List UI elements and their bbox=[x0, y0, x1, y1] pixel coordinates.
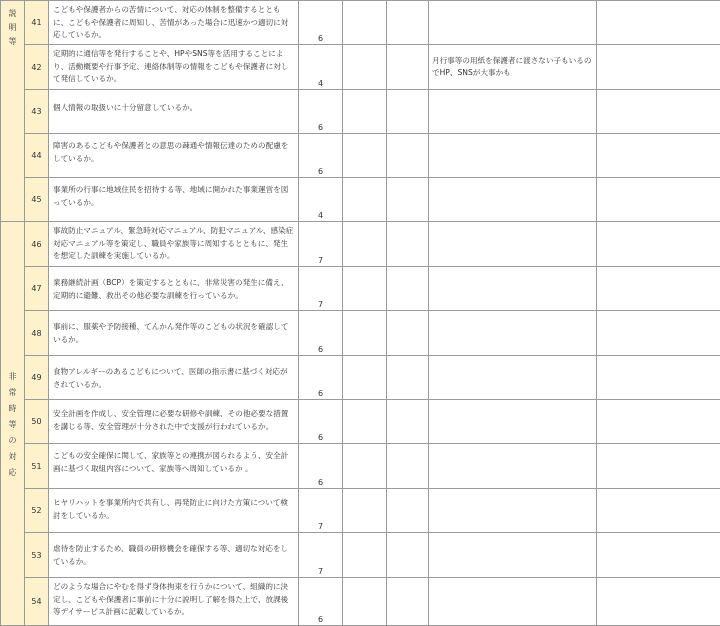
empty-cell[interactable] bbox=[597, 578, 720, 626]
empty-cell[interactable] bbox=[387, 134, 429, 178]
item-number: 42 bbox=[25, 45, 49, 90]
item-text: 虐待を防止するため、職員の研修機会を確保する等、適切な対応をしているか。 bbox=[49, 533, 299, 578]
empty-cell[interactable] bbox=[343, 222, 387, 267]
empty-cell[interactable] bbox=[343, 356, 387, 400]
empty-cell[interactable] bbox=[343, 578, 387, 626]
item-number: 46 bbox=[25, 222, 49, 267]
item-number: 54 bbox=[25, 578, 49, 626]
empty-cell[interactable] bbox=[387, 356, 429, 400]
item-note[interactable] bbox=[429, 356, 597, 400]
item-value[interactable]: 6 bbox=[299, 400, 343, 444]
table-row bbox=[1, 400, 720, 444]
item-number: 50 bbox=[25, 400, 49, 444]
item-value[interactable]: 7 bbox=[299, 489, 343, 533]
item-value[interactable]: 7 bbox=[299, 533, 343, 578]
empty-cell[interactable] bbox=[597, 533, 720, 578]
item-text: 安全計画を作成し、安全管理に必要な研修や訓練、その他必要な措置を講じる等、安全管理が十分された中で支援が行われているか。 bbox=[49, 400, 299, 444]
item-text: 事業所の行事に地域住民を招待する等、地域に開かれた事業運営を図っているか。 bbox=[49, 178, 299, 222]
item-value[interactable]: 6 bbox=[299, 90, 343, 134]
empty-cell[interactable] bbox=[597, 90, 720, 134]
item-note[interactable] bbox=[429, 178, 597, 222]
item-text: こどもの安全確保に関して、家族等との連携が図られるよう、安全計画に基づく取組内容について、家族等へ周知しているか 。 bbox=[49, 444, 299, 489]
item-value[interactable]: 6 bbox=[299, 311, 343, 356]
category-cell bbox=[1, 222, 25, 626]
empty-cell[interactable] bbox=[597, 134, 720, 178]
item-note[interactable] bbox=[429, 444, 597, 489]
item-note[interactable] bbox=[429, 134, 597, 178]
item-number: 44 bbox=[25, 134, 49, 178]
item-text: ヒヤリハットを事業所内で共有し、再発防止に向けた方策について検討をしているか。 bbox=[49, 489, 299, 533]
item-note[interactable] bbox=[429, 578, 597, 626]
item-value[interactable]: 6 bbox=[299, 356, 343, 400]
item-value[interactable]: 4 bbox=[299, 178, 343, 222]
empty-cell[interactable] bbox=[343, 134, 387, 178]
table-row bbox=[1, 533, 720, 578]
item-value[interactable]: 7 bbox=[299, 222, 343, 267]
item-text: 障害のあるこどもや保護者との意思の疎通や情報伝達のための配慮をしているか。 bbox=[49, 134, 299, 178]
empty-cell[interactable] bbox=[343, 45, 387, 90]
item-value[interactable]: 6 bbox=[299, 134, 343, 178]
empty-cell[interactable] bbox=[387, 311, 429, 356]
table-row bbox=[1, 134, 720, 178]
table-row bbox=[1, 356, 720, 400]
item-note[interactable] bbox=[429, 90, 597, 134]
item-note[interactable] bbox=[429, 1, 597, 45]
item-value[interactable]: 7 bbox=[299, 267, 343, 311]
item-number: 48 bbox=[25, 311, 49, 356]
item-text: 個人情報の取扱いに十分留意しているか。 bbox=[49, 90, 299, 134]
item-note[interactable] bbox=[429, 533, 597, 578]
item-note[interactable] bbox=[429, 267, 597, 311]
empty-cell[interactable] bbox=[597, 400, 720, 444]
empty-cell[interactable] bbox=[597, 489, 720, 533]
table-row bbox=[1, 90, 720, 134]
item-number: 41 bbox=[25, 1, 49, 45]
empty-cell[interactable] bbox=[597, 267, 720, 311]
item-value[interactable]: 6 bbox=[299, 578, 343, 626]
item-text: 事前に、服薬や予防接種、てんかん発作等のこどもの状況を確認しているか。 bbox=[49, 311, 299, 356]
empty-cell[interactable] bbox=[343, 267, 387, 311]
empty-cell[interactable] bbox=[387, 578, 429, 626]
empty-cell[interactable] bbox=[597, 311, 720, 356]
item-number: 49 bbox=[25, 356, 49, 400]
item-number: 51 bbox=[25, 444, 49, 489]
category-label: 説明等 bbox=[8, 7, 18, 49]
empty-cell[interactable] bbox=[343, 178, 387, 222]
item-note[interactable]: 月行事等の用紙を保護者に渡さない子もいるのでHP、SNSが大事かも bbox=[429, 45, 597, 90]
item-number: 52 bbox=[25, 489, 49, 533]
item-number: 45 bbox=[25, 178, 49, 222]
empty-cell[interactable] bbox=[387, 489, 429, 533]
empty-cell[interactable] bbox=[597, 444, 720, 489]
item-text: こどもや保護者からの苦情について、対応の体制を整備するとともに、こどもや保護者に周知し、苦情があった場合に迅速かつ適切に対応しているか。 bbox=[49, 1, 299, 45]
empty-cell[interactable] bbox=[343, 1, 387, 45]
table-row bbox=[1, 178, 720, 222]
table-row bbox=[1, 578, 720, 626]
item-number: 43 bbox=[25, 90, 49, 134]
empty-cell[interactable] bbox=[343, 444, 387, 489]
item-note[interactable] bbox=[429, 311, 597, 356]
empty-cell[interactable] bbox=[343, 533, 387, 578]
empty-cell[interactable] bbox=[387, 444, 429, 489]
empty-cell[interactable] bbox=[597, 222, 720, 267]
empty-cell[interactable] bbox=[597, 178, 720, 222]
empty-cell[interactable] bbox=[343, 311, 387, 356]
item-note[interactable] bbox=[429, 222, 597, 267]
empty-cell[interactable] bbox=[387, 222, 429, 267]
item-number: 53 bbox=[25, 533, 49, 578]
empty-cell[interactable] bbox=[387, 178, 429, 222]
table-row bbox=[1, 1, 720, 45]
category-label: 非常時等の対応 bbox=[8, 369, 18, 481]
item-note[interactable] bbox=[429, 400, 597, 444]
table-row bbox=[1, 222, 720, 267]
table-row bbox=[1, 444, 720, 489]
empty-cell[interactable] bbox=[387, 533, 429, 578]
category-cell bbox=[1, 1, 25, 222]
item-text: 業務継続計画（BCP）を策定するとともに、非常災害の発生に備え、定期的に避難、救出その他必要な訓練を行っているか。 bbox=[49, 267, 299, 311]
item-number: 47 bbox=[25, 267, 49, 311]
item-text: 食物アレルギーのあるこどもについて、医師の指示書に基づく対応がされているか。 bbox=[49, 356, 299, 400]
empty-cell[interactable] bbox=[387, 1, 429, 45]
empty-cell[interactable] bbox=[597, 1, 720, 45]
empty-cell[interactable] bbox=[597, 356, 720, 400]
empty-cell[interactable] bbox=[387, 90, 429, 134]
empty-cell[interactable] bbox=[387, 267, 429, 311]
item-text: 定期的に通信等を発行することや、HPやSNS等を活用することにより、活動概要や行事予定、連絡体制等の情報をこどもや保護者に対して発信しているか。 bbox=[49, 45, 299, 90]
item-text: 事故防止マニュアル、緊急時対応マニュアル、防犯マニュアル、感染症対応マニュアル等を策定し、職員や家族等に周知するとともに、発生を想定した訓練を実施しているか。 bbox=[49, 222, 299, 267]
item-text: どのような場合にやむを得ず身体拘束を行うかについて、組織的に決定し、こどもや保護者に事前に十分に説明し了解を得た上で、放課後等デイサービス計画に記載しているか。 bbox=[49, 578, 299, 626]
table-row bbox=[1, 45, 720, 90]
item-value[interactable]: 6 bbox=[299, 444, 343, 489]
item-value[interactable]: 6 bbox=[299, 1, 343, 45]
empty-cell[interactable] bbox=[343, 90, 387, 134]
empty-cell[interactable] bbox=[597, 45, 720, 90]
empty-cell[interactable] bbox=[387, 400, 429, 444]
table-row bbox=[1, 311, 720, 356]
empty-cell[interactable] bbox=[387, 45, 429, 90]
item-value[interactable]: 4 bbox=[299, 45, 343, 90]
empty-cell[interactable] bbox=[343, 489, 387, 533]
item-note[interactable] bbox=[429, 489, 597, 533]
empty-cell[interactable] bbox=[343, 400, 387, 444]
table-row bbox=[1, 489, 720, 533]
table-row bbox=[1, 267, 720, 311]
